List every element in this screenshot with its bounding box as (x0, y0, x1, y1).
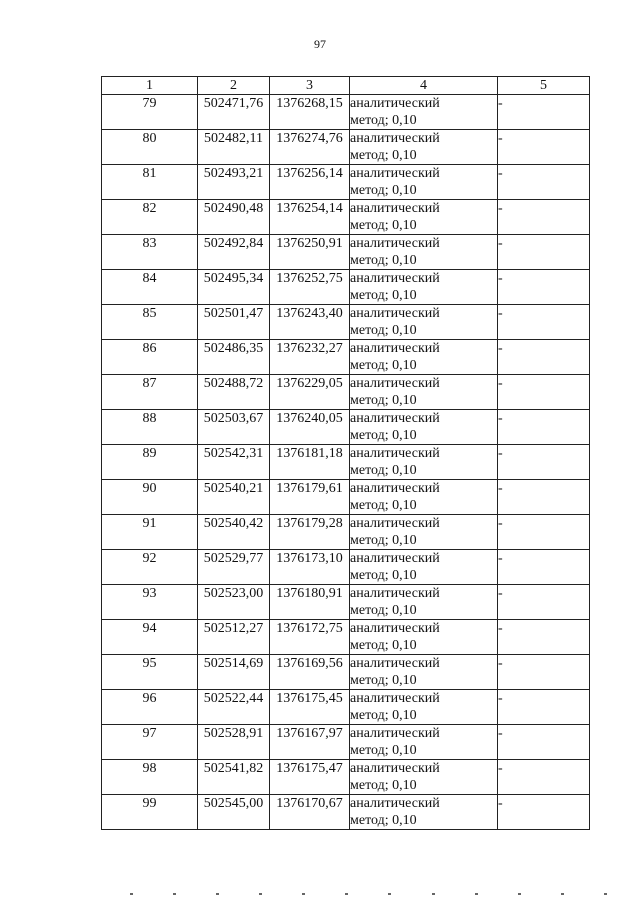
note-cell: - (498, 585, 590, 620)
method-accuracy-cell (350, 375, 498, 410)
coordinate-y-cell: 1376169,56 (270, 655, 350, 690)
table-row (102, 655, 590, 690)
method-line-2: метод; 0,10 (350, 638, 417, 653)
table-row (102, 550, 590, 585)
table-body (102, 95, 590, 830)
point-number-cell: 96 (102, 690, 198, 725)
table-row (102, 305, 590, 340)
page-number: 97 (314, 37, 326, 51)
method-line-1: аналитический (350, 446, 440, 461)
coordinate-y-cell: 1376252,75 (270, 270, 350, 305)
method-accuracy-cell (350, 585, 498, 620)
coordinate-x-cell: 502512,27 (198, 620, 270, 655)
note-cell: - (498, 375, 590, 410)
scan-artifact-marks (130, 893, 640, 897)
method-line-1: аналитический (350, 236, 440, 251)
note-cell: - (498, 165, 590, 200)
note-cell: - (498, 410, 590, 445)
table-row (102, 725, 590, 760)
method-accuracy-cell (350, 795, 498, 830)
method-accuracy-cell (350, 515, 498, 550)
method-line-2: метод; 0,10 (350, 498, 417, 513)
table-row (102, 165, 590, 200)
method-line-2: метод; 0,10 (350, 393, 417, 408)
note-cell: - (498, 795, 590, 830)
coordinate-x-cell: 502529,77 (198, 550, 270, 585)
method-accuracy-cell (350, 620, 498, 655)
table-row (102, 130, 590, 165)
point-number-cell: 82 (102, 200, 198, 235)
table-row (102, 375, 590, 410)
coordinate-y-cell: 1376175,45 (270, 690, 350, 725)
table-row (102, 690, 590, 725)
table-row (102, 200, 590, 235)
method-accuracy-cell (350, 550, 498, 585)
method-accuracy-cell (350, 480, 498, 515)
coordinate-x-cell: 502493,21 (198, 165, 270, 200)
method-line-1: аналитический (350, 621, 440, 636)
table-row (102, 445, 590, 480)
table-row (102, 620, 590, 655)
method-line-1: аналитический (350, 376, 440, 391)
coordinate-y-cell: 1376179,28 (270, 515, 350, 550)
coordinate-x-cell: 502482,11 (198, 130, 270, 165)
coordinate-x-cell: 502542,31 (198, 445, 270, 480)
method-accuracy-cell (350, 165, 498, 200)
table-row (102, 795, 590, 830)
method-line-2: метод; 0,10 (350, 603, 417, 618)
method-line-2: метод; 0,10 (350, 113, 417, 128)
note-cell: - (498, 480, 590, 515)
point-number-cell: 80 (102, 130, 198, 165)
coordinate-x-cell: 502501,47 (198, 305, 270, 340)
method-line-2: метод; 0,10 (350, 673, 417, 688)
method-line-2: метод; 0,10 (350, 253, 417, 268)
header-col-2: 2 (198, 77, 270, 95)
coordinate-x-cell: 502528,91 (198, 725, 270, 760)
point-number-cell: 87 (102, 375, 198, 410)
point-number-cell: 95 (102, 655, 198, 690)
point-number-cell: 98 (102, 760, 198, 795)
method-accuracy-cell (350, 690, 498, 725)
coordinate-x-cell: 502486,35 (198, 340, 270, 375)
method-line-1: аналитический (350, 761, 440, 776)
method-accuracy-cell (350, 235, 498, 270)
method-line-2: метод; 0,10 (350, 358, 417, 373)
method-line-2: метод; 0,10 (350, 708, 417, 723)
method-line-1: аналитический (350, 341, 440, 356)
point-number-cell: 83 (102, 235, 198, 270)
table-row (102, 95, 590, 130)
coordinate-y-cell: 1376240,05 (270, 410, 350, 445)
method-line-1: аналитический (350, 131, 440, 146)
method-accuracy-cell (350, 445, 498, 480)
method-line-1: аналитический (350, 691, 440, 706)
note-cell: - (498, 725, 590, 760)
coordinate-x-cell: 502522,44 (198, 690, 270, 725)
method-line-2: метод; 0,10 (350, 218, 417, 233)
coordinate-y-cell: 1376229,05 (270, 375, 350, 410)
method-accuracy-cell (350, 95, 498, 130)
point-number-cell: 99 (102, 795, 198, 830)
coordinate-y-cell: 1376172,75 (270, 620, 350, 655)
method-accuracy-cell (350, 655, 498, 690)
coordinate-x-cell: 502471,76 (198, 95, 270, 130)
point-number-cell: 88 (102, 410, 198, 445)
coordinate-y-cell: 1376254,14 (270, 200, 350, 235)
table-row (102, 760, 590, 795)
method-line-1: аналитический (350, 551, 440, 566)
method-line-2: метод; 0,10 (350, 743, 417, 758)
note-cell: - (498, 620, 590, 655)
method-accuracy-cell (350, 410, 498, 445)
method-line-1: аналитический (350, 306, 440, 321)
note-cell: - (498, 550, 590, 585)
header-col-1: 1 (102, 77, 198, 95)
coordinate-y-cell: 1376181,18 (270, 445, 350, 480)
method-line-2: метод; 0,10 (350, 813, 417, 828)
coordinate-x-cell: 502492,84 (198, 235, 270, 270)
note-cell: - (498, 445, 590, 480)
point-number-cell: 79 (102, 95, 198, 130)
coordinate-y-cell: 1376175,47 (270, 760, 350, 795)
method-accuracy-cell (350, 130, 498, 165)
point-number-cell: 94 (102, 620, 198, 655)
point-number-cell: 85 (102, 305, 198, 340)
coordinate-x-cell: 502514,69 (198, 655, 270, 690)
point-number-cell: 91 (102, 515, 198, 550)
method-line-1: аналитический (350, 516, 440, 531)
coordinate-x-cell: 502503,67 (198, 410, 270, 445)
coordinate-x-cell: 502545,00 (198, 795, 270, 830)
method-accuracy-cell (350, 340, 498, 375)
method-line-1: аналитический (350, 96, 440, 111)
method-line-1: аналитический (350, 166, 440, 181)
note-cell: - (498, 235, 590, 270)
coordinate-x-cell: 502495,34 (198, 270, 270, 305)
coordinate-y-cell: 1376274,76 (270, 130, 350, 165)
coordinate-y-cell: 1376243,40 (270, 305, 350, 340)
coordinate-x-cell: 502540,42 (198, 515, 270, 550)
method-line-1: аналитический (350, 201, 440, 216)
note-cell: - (498, 270, 590, 305)
coordinate-x-cell: 502541,82 (198, 760, 270, 795)
note-cell: - (498, 760, 590, 795)
method-accuracy-cell (350, 270, 498, 305)
note-cell: - (498, 200, 590, 235)
coordinate-x-cell: 502490,48 (198, 200, 270, 235)
header-col-4: 4 (350, 77, 498, 95)
coordinate-y-cell: 1376250,91 (270, 235, 350, 270)
method-line-1: аналитический (350, 796, 440, 811)
point-number-cell: 93 (102, 585, 198, 620)
method-line-2: метод; 0,10 (350, 183, 417, 198)
method-line-1: аналитический (350, 586, 440, 601)
header-col-5: 5 (498, 77, 590, 95)
note-cell: - (498, 515, 590, 550)
note-cell: - (498, 95, 590, 130)
coordinate-y-cell: 1376179,61 (270, 480, 350, 515)
coordinate-y-cell: 1376232,27 (270, 340, 350, 375)
point-number-cell: 86 (102, 340, 198, 375)
method-line-2: метод; 0,10 (350, 323, 417, 338)
method-accuracy-cell (350, 305, 498, 340)
method-line-2: метод; 0,10 (350, 148, 417, 163)
point-number-cell: 90 (102, 480, 198, 515)
table-row (102, 340, 590, 375)
method-line-1: аналитический (350, 481, 440, 496)
method-line-2: метод; 0,10 (350, 428, 417, 443)
method-accuracy-cell (350, 760, 498, 795)
point-number-cell: 81 (102, 165, 198, 200)
coordinate-x-cell: 502540,21 (198, 480, 270, 515)
coordinate-y-cell: 1376268,15 (270, 95, 350, 130)
note-cell: - (498, 305, 590, 340)
method-line-2: метод; 0,10 (350, 463, 417, 478)
coordinate-y-cell: 1376167,97 (270, 725, 350, 760)
method-line-1: аналитический (350, 411, 440, 426)
method-line-2: метод; 0,10 (350, 778, 417, 793)
table-row (102, 515, 590, 550)
method-accuracy-cell (350, 725, 498, 760)
table-row (102, 480, 590, 515)
coordinate-y-cell: 1376170,67 (270, 795, 350, 830)
method-line-2: метод; 0,10 (350, 568, 417, 583)
note-cell: - (498, 130, 590, 165)
point-number-cell: 89 (102, 445, 198, 480)
coordinate-y-cell: 1376180,91 (270, 585, 350, 620)
note-cell: - (498, 655, 590, 690)
table-row (102, 270, 590, 305)
point-number-cell: 97 (102, 725, 198, 760)
method-line-1: аналитический (350, 271, 440, 286)
table-header-row (102, 77, 590, 95)
coordinate-x-cell: 502523,00 (198, 585, 270, 620)
point-number-cell: 84 (102, 270, 198, 305)
note-cell: - (498, 690, 590, 725)
note-cell: - (498, 340, 590, 375)
method-line-2: метод; 0,10 (350, 288, 417, 303)
method-line-1: аналитический (350, 726, 440, 741)
method-line-2: метод; 0,10 (350, 533, 417, 548)
coordinates-table (101, 76, 590, 830)
coordinate-y-cell: 1376173,10 (270, 550, 350, 585)
coordinate-y-cell: 1376256,14 (270, 165, 350, 200)
coordinate-x-cell: 502488,72 (198, 375, 270, 410)
header-col-3: 3 (270, 77, 350, 95)
table-row (102, 235, 590, 270)
point-number-cell: 92 (102, 550, 198, 585)
table-row (102, 585, 590, 620)
method-accuracy-cell (350, 200, 498, 235)
table-row (102, 410, 590, 445)
method-line-1: аналитический (350, 656, 440, 671)
